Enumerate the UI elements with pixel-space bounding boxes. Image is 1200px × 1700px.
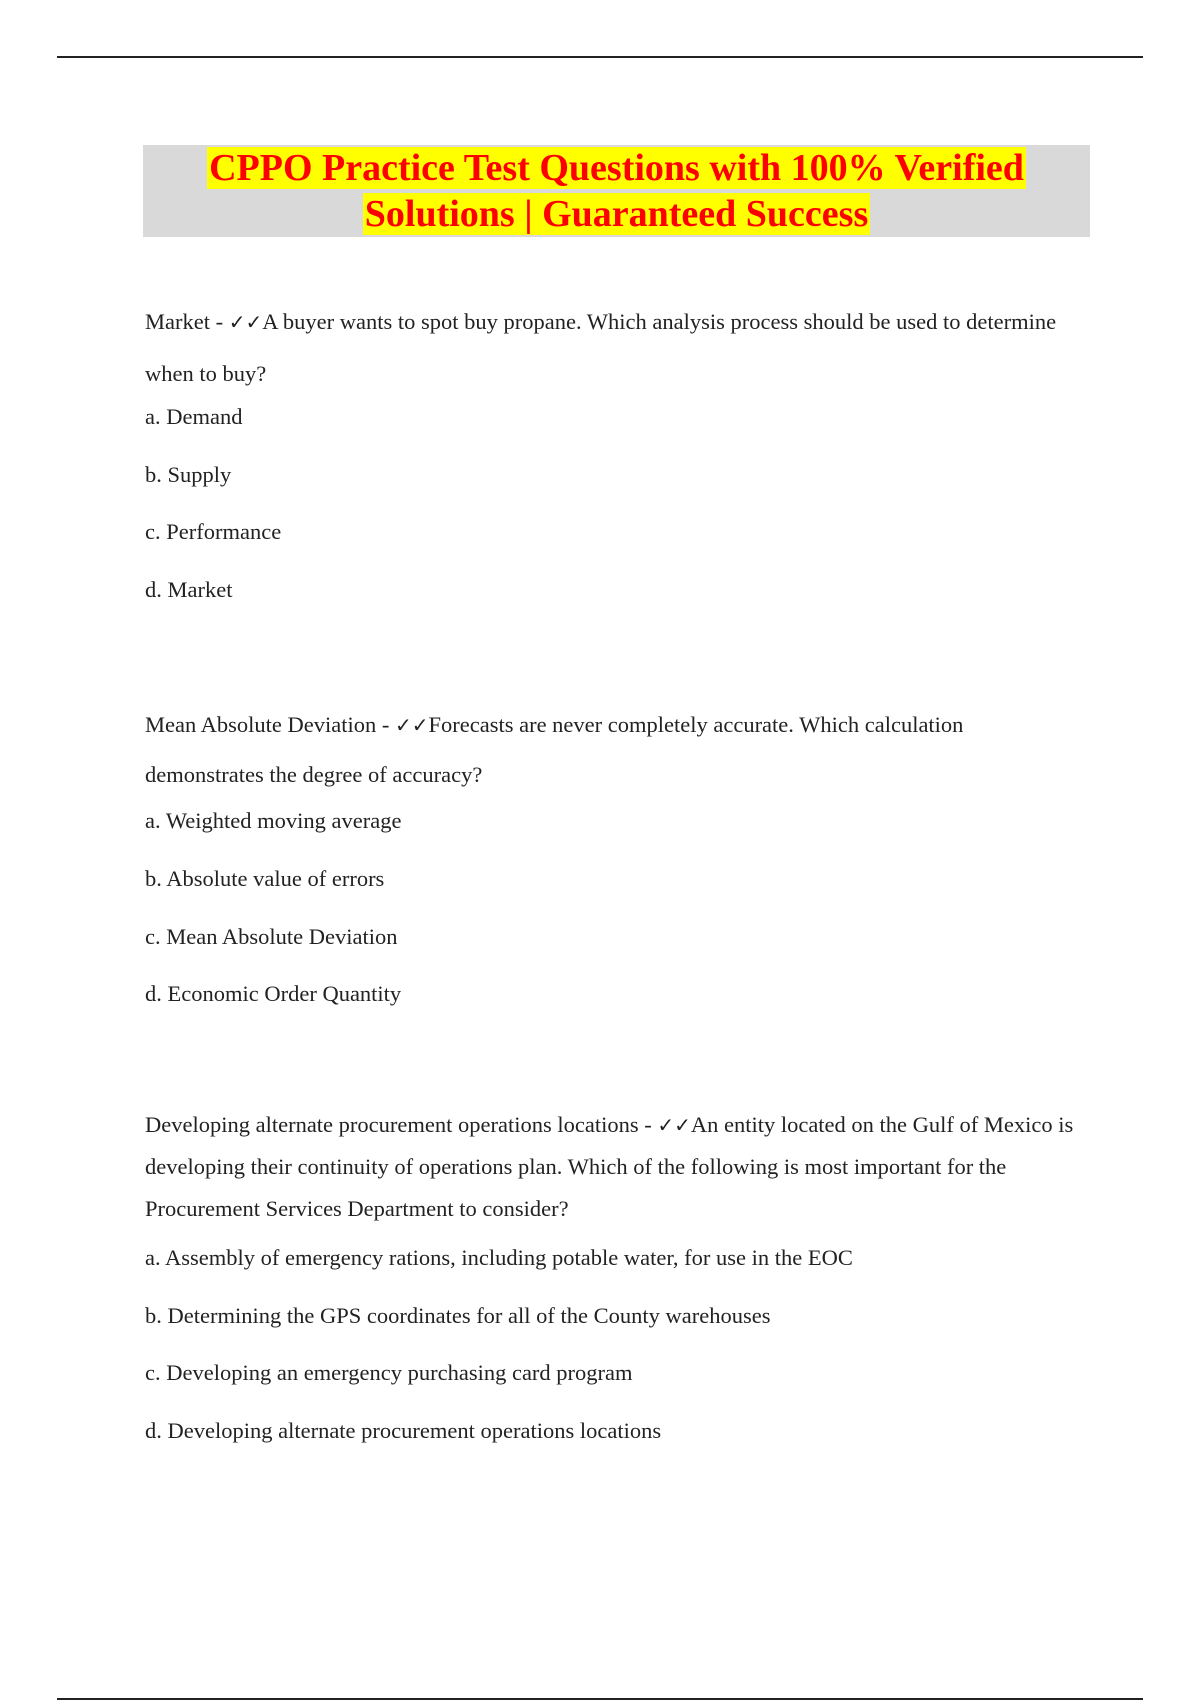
question-stem: Developing alternate procurement operations locations - ✓✓An entity located on the Gulf of Mexico is developing their continuity of operations plan. Which of the following is most important for the Procurement Services Department to consider?: [145, 1112, 1074, 1221]
title-line-1: CPPO Practice Test Questions with 100% Verified: [209, 147, 1024, 189]
option-a: a. Weighted moving average: [145, 808, 402, 833]
question-1: [145, 296, 1075, 602]
option-b: b. Determining the GPS coordinates for all of the County warehouses: [145, 1303, 771, 1328]
double-check-icon: ✓✓: [228, 310, 263, 334]
question-2: [145, 700, 1075, 1006]
option-d: d. Economic Order Quantity: [145, 981, 402, 1006]
question-3: [145, 1104, 1075, 1443]
option-b: b. Supply: [145, 462, 232, 487]
question-prompt: Forecasts are never completely accurate. Which calculation demonstrates the degree of accuracy?: [145, 712, 964, 787]
option-a: a. Assembly of emergency rations, including potable water, for use in the EOC: [145, 1245, 853, 1270]
option-c: c. Performance: [145, 519, 282, 544]
double-check-icon: ✓✓: [394, 713, 429, 737]
question-stem: Mean Absolute Deviation - ✓✓Forecasts are never completely accurate. Which calculation demonstrates the degree of accuracy?: [145, 712, 964, 787]
option-d: d. Developing alternate procurement operations locations: [145, 1418, 662, 1443]
option-a: a. Demand: [145, 404, 243, 429]
document-title: [143, 145, 1090, 237]
title-line-2: Solutions | Guaranteed Success: [364, 193, 869, 235]
answer-term: Mean Absolute Deviation: [145, 712, 377, 737]
question-prompt: An entity located on the Gulf of Mexico is developing their continuity of operations plan. Which of the following is most important for the Procurement Services Department to consider?: [145, 1112, 1074, 1221]
option-c: c. Mean Absolute Deviation: [145, 924, 398, 949]
double-check-icon: ✓✓: [657, 1113, 691, 1137]
answer-term: Developing alternate procurement operations locations: [145, 1112, 639, 1137]
option-d: d. Market: [145, 577, 233, 602]
answer-term: Market: [145, 309, 210, 334]
option-c: c. Developing an emergency purchasing card program: [145, 1360, 633, 1385]
question-prompt: A buyer wants to spot buy propane. Which analysis process should be used to determine when to buy?: [145, 309, 1057, 386]
header-rule: [57, 56, 1143, 58]
question-stem: Market - ✓✓A buyer wants to spot buy propane. Which analysis process should be used to determine when to buy?: [145, 309, 1057, 386]
option-b: b. Absolute value of errors: [145, 866, 385, 891]
